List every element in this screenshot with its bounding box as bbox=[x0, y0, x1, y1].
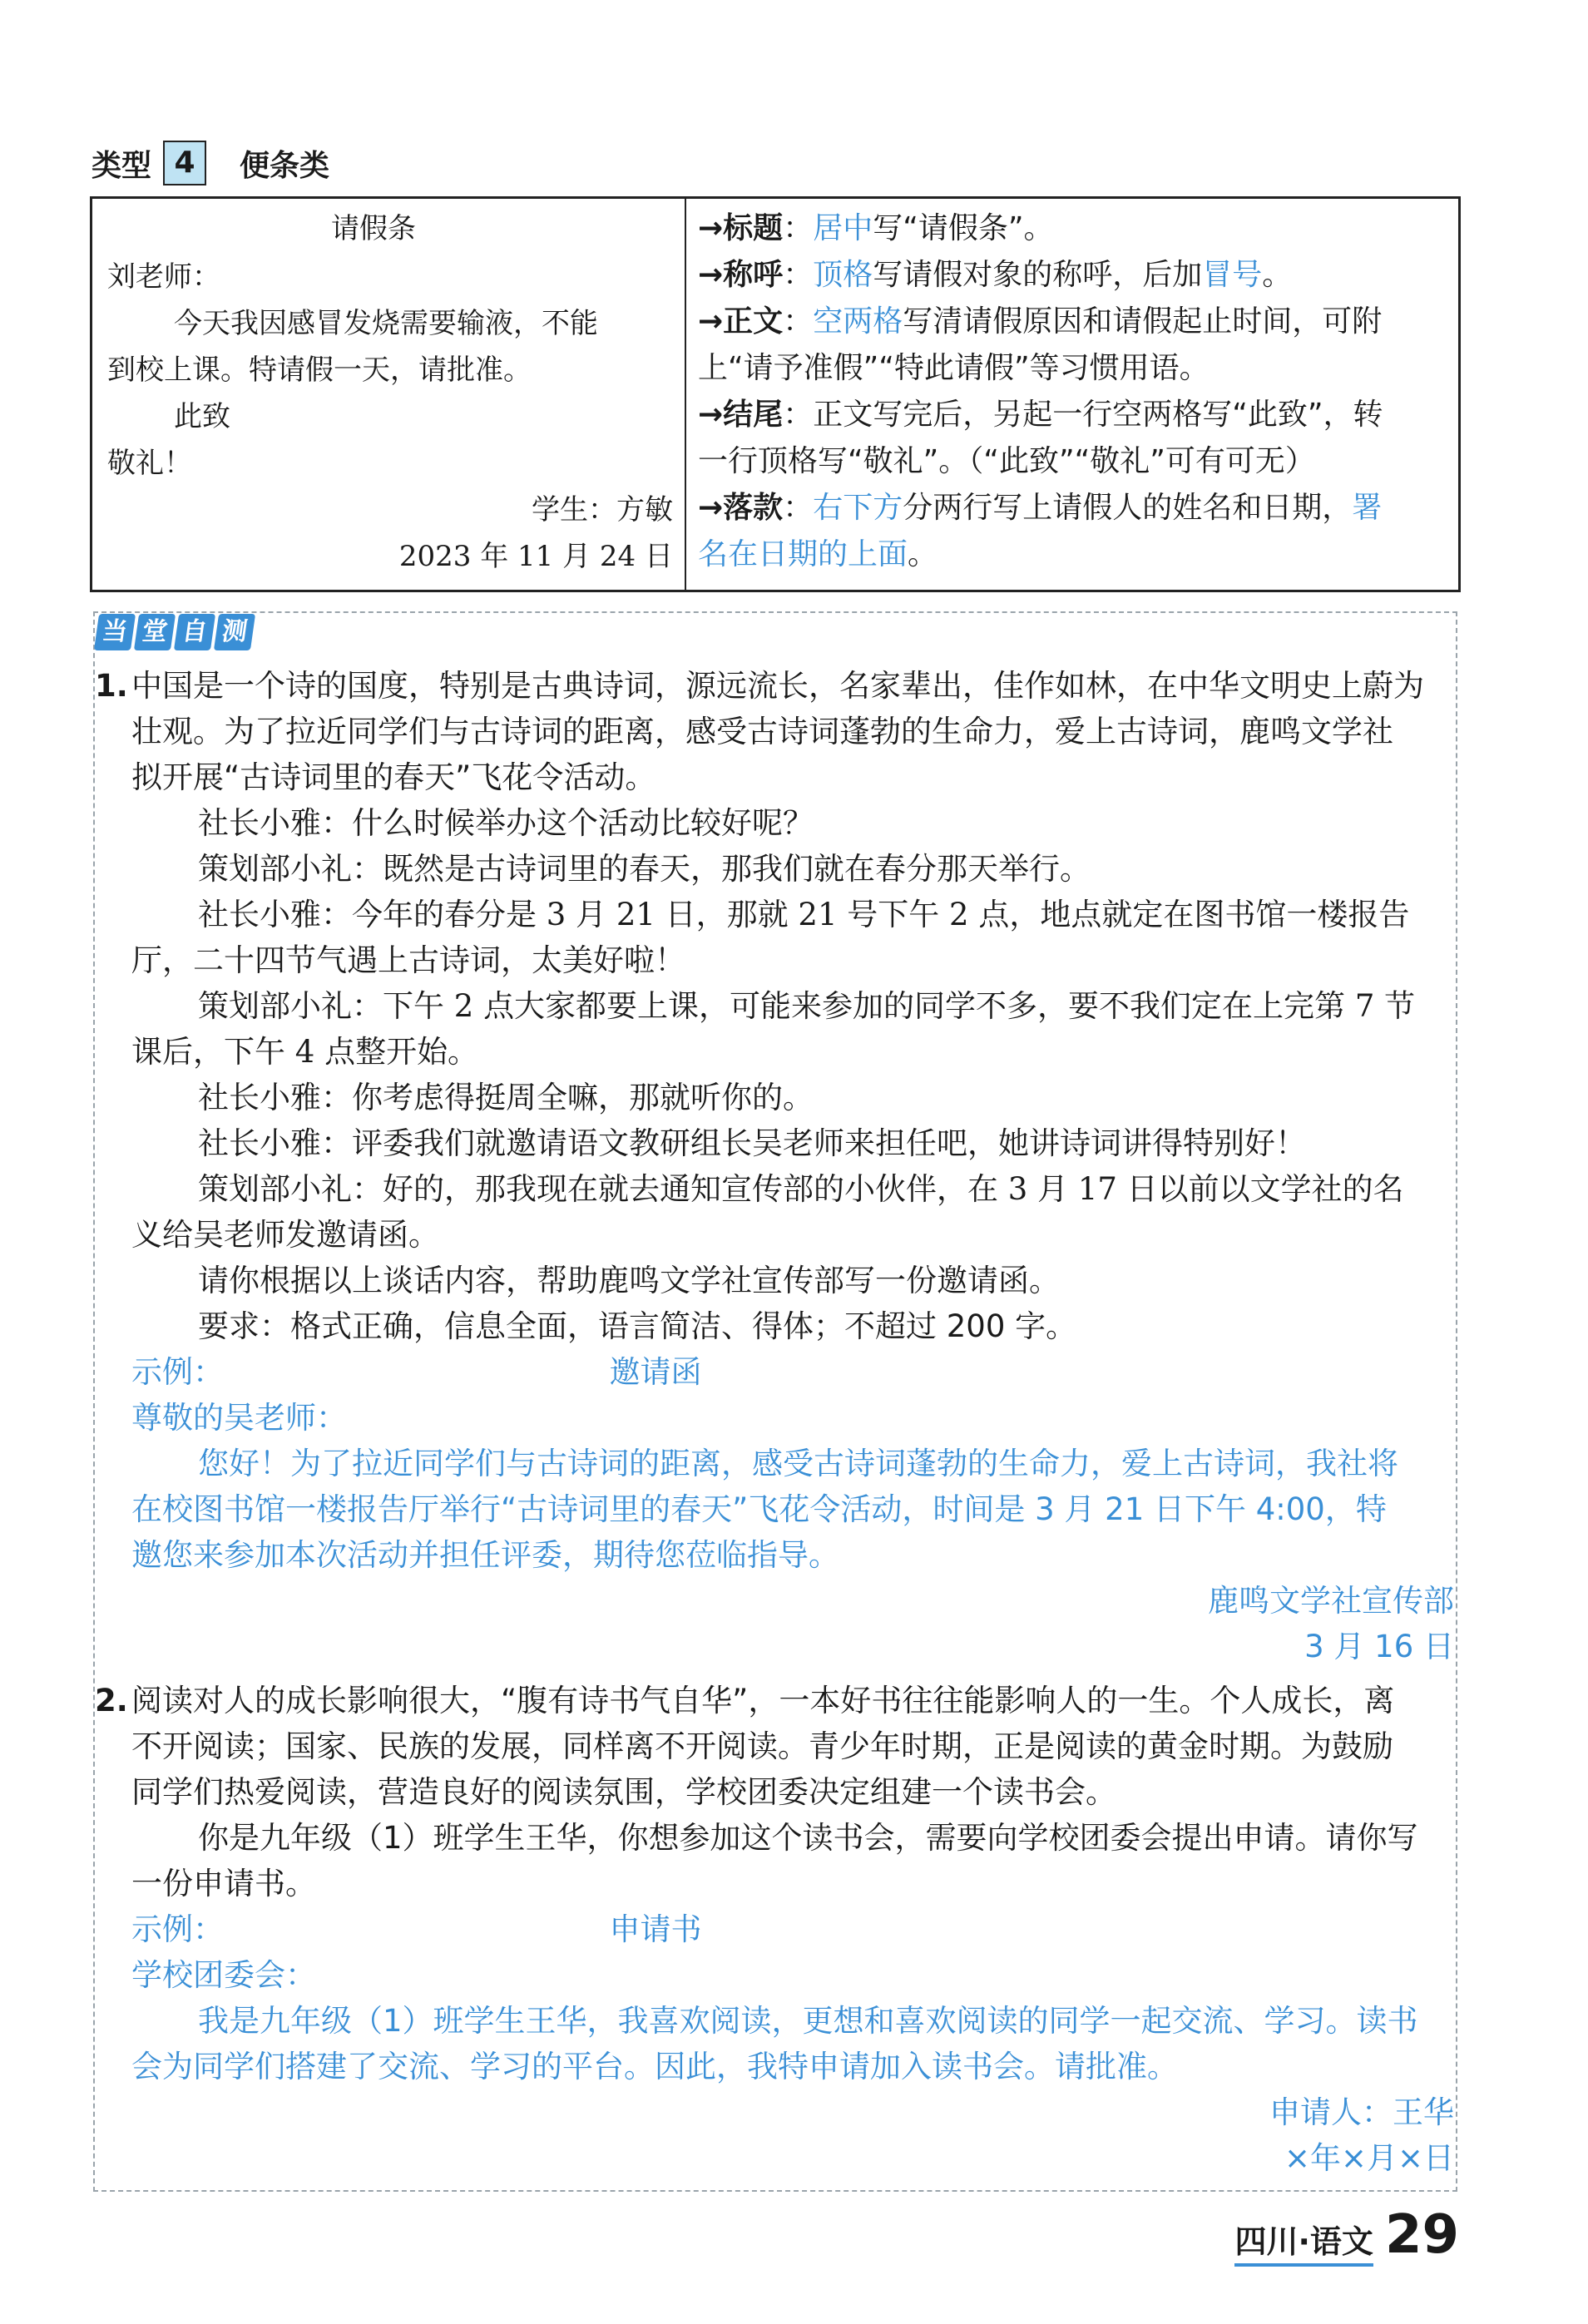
note-ending: →结尾：正文写完后，另起一行空两格写“此致”，转 bbox=[698, 398, 1383, 432]
answer-signer: 申请人：王华 bbox=[1269, 2094, 1454, 2130]
answer-salutation: 学校团委会： bbox=[131, 1957, 316, 1993]
answer-signer: 鹿鸣文学社宣传部 bbox=[1208, 1583, 1454, 1619]
type-label: 类型 bbox=[92, 148, 152, 183]
type-name: 便条类 bbox=[240, 148, 330, 183]
answer-date: 3 月 16 日 bbox=[1304, 1629, 1454, 1664]
badge-char: 自 bbox=[174, 614, 215, 650]
dialog-line: 厅，二十四节气遇上古诗词，太美好啦！ bbox=[131, 942, 685, 978]
note-ending-cont: 一行顶格写“敬礼”。（“此致”“敬礼”可有可无） bbox=[698, 444, 1315, 478]
note-body: →正文：空两格写清请假原因和请假起止时间，可附 bbox=[698, 304, 1383, 339]
note-salutation: →称呼：顶格写请假对象的称呼，后加冒号。 bbox=[698, 258, 1293, 292]
memo-closing-2: 敬礼！ bbox=[107, 447, 192, 480]
answer-title: 申请书 bbox=[609, 1911, 702, 1947]
type-number-box: 4 bbox=[163, 141, 206, 185]
memo-salutation: 刘老师： bbox=[107, 260, 220, 294]
answer-label: 示例： bbox=[131, 1911, 224, 1947]
note-title: →标题：居中写“请假条”。 bbox=[698, 211, 1054, 245]
answer-body-line: 在校图书馆一楼报告厅举行“古诗词里的春天”飞花令活动，时间是 3 月 21 日下午 4:00，特 bbox=[131, 1491, 1387, 1527]
question-text-line: 中国是一个诗的国度，特别是古典诗词，源远流长，名家辈出，佳作如林，在中华文明史上蔚为 bbox=[131, 668, 1424, 704]
question-text-line: 拟开展“古诗词里的春天”飞花令活动。 bbox=[131, 759, 656, 795]
task-line: 一份申请书。 bbox=[131, 1866, 316, 1901]
badge-char: 测 bbox=[214, 614, 255, 650]
memo-closing-1: 此致 bbox=[174, 400, 230, 433]
page-footer bbox=[1234, 2204, 1459, 2267]
answer-title: 邀请函 bbox=[609, 1354, 702, 1390]
page-number: 29 bbox=[1384, 2204, 1459, 2266]
dialog-line: 策划部小礼：既然是古诗词里的春天，那我们就在春分那天举行。 bbox=[198, 851, 1091, 887]
badge-char: 堂 bbox=[134, 614, 176, 650]
dialog-line: 策划部小礼：好的，那我现在就去通知宣传部的小伙伴，在 3 月 17 日以前以文学社的名 bbox=[198, 1171, 1404, 1207]
memo-title: 请假条 bbox=[331, 212, 416, 245]
memo-body-line-2: 到校上课。特请假一天，请批准。 bbox=[107, 354, 532, 387]
footer-subject: 四川·语文 bbox=[1234, 2216, 1373, 2267]
memo-signer: 学生：方敏 bbox=[532, 493, 673, 527]
note-signature: →落款：右下方分两行写上请假人的姓名和日期，署 bbox=[698, 491, 1383, 525]
dialog-line: 社长小雅：评委我们就邀请语文教研组长吴老师来担任吧，她讲诗词讲得特别好！ bbox=[198, 1125, 1306, 1161]
question-1-number: 1. bbox=[95, 668, 128, 704]
memo-body-line-1: 今天我因感冒发烧需要输液，不能 bbox=[174, 307, 598, 340]
task-line: 请你根据以上谈话内容，帮助鹿鸣文学社宣传部写一份邀请函。 bbox=[198, 1263, 1060, 1298]
badge-char: 当 bbox=[94, 614, 136, 650]
question-text-line: 同学们热爱阅读，营造良好的阅读氛围，学校团委决定组建一个读书会。 bbox=[131, 1774, 1116, 1810]
dialog-line: 社长小雅：你考虑得挺周全嘛，那就听你的。 bbox=[198, 1080, 814, 1115]
section-header bbox=[92, 140, 329, 186]
dialog-line: 义给吴老师发邀请函。 bbox=[131, 1217, 439, 1253]
answer-body-line: 我是九年级（1）班学生王华，我喜欢阅读，更想和喜欢阅读的同学一起交流、学习。读书 bbox=[198, 2003, 1418, 2039]
question-text-line: 不开阅读；国家、民族的发展，同样离不开阅读。青少年时期，正是阅读的黄金时期。为鼓励 bbox=[131, 1728, 1393, 1764]
memo-notes bbox=[686, 199, 1458, 590]
task-line: 你是九年级（1）班学生王华，你想参加这个读书会，需要向学校团委会提出申请。请你写 bbox=[198, 1820, 1418, 1856]
dialog-line: 社长小雅：今年的春分是 3 月 21 日，那就 21 号下午 2 点，地点就定在图书馆一楼报告 bbox=[198, 897, 1410, 932]
question-2-number: 2. bbox=[95, 1683, 128, 1718]
answer-body-line: 您好！为了拉近同学们与古诗词的距离，感受古诗词蓬勃的生命力，爱上古诗词，我社将 bbox=[198, 1446, 1398, 1481]
question-text-line: 壮观。为了拉近同学们与古诗词的距离，感受古诗词蓬勃的生命力，爱上古诗词，鹿鸣文学社 bbox=[131, 714, 1393, 749]
answer-salutation: 尊敬的吴老师： bbox=[131, 1400, 347, 1436]
note-body-cont: 上“请予准假”“特此请假”等习惯用语。 bbox=[698, 351, 1210, 385]
question-text-line: 阅读对人的成长影响很大，“腹有诗书气自华”，一本好书往往能影响人的一生。个人成长，离 bbox=[131, 1683, 1395, 1718]
memo-sample bbox=[92, 199, 686, 590]
dialog-line: 策划部小礼：下午 2 点大家都要上课，可能来参加的同学不多，要不我们定在上完第 7 节 bbox=[198, 988, 1416, 1024]
note-signature-cont: 名在日期的上面。 bbox=[698, 537, 938, 571]
answer-body-line: 邀您来参加本次活动并担任评委，期待您莅临指导。 bbox=[131, 1537, 839, 1573]
requirement-line: 要求：格式正确，信息全面，语言简洁、得体；不超过 200 字。 bbox=[198, 1308, 1077, 1344]
dialog-line: 课后，下午 4 点整开始。 bbox=[131, 1034, 479, 1070]
dialog-line: 社长小雅：什么时候举办这个活动比较好呢？ bbox=[198, 805, 814, 841]
answer-body-line: 会为同学们搭建了交流、学习的平台。因此，我特申请加入读书会。请批准。 bbox=[131, 2049, 1178, 2084]
answer-label: 示例： bbox=[131, 1354, 224, 1390]
answer-date: ×年×月×日 bbox=[1284, 2140, 1454, 2176]
memo-date: 2023 年 11 月 24 日 bbox=[398, 540, 673, 573]
self-test-badge bbox=[96, 614, 253, 650]
memo-example-table bbox=[90, 196, 1461, 592]
